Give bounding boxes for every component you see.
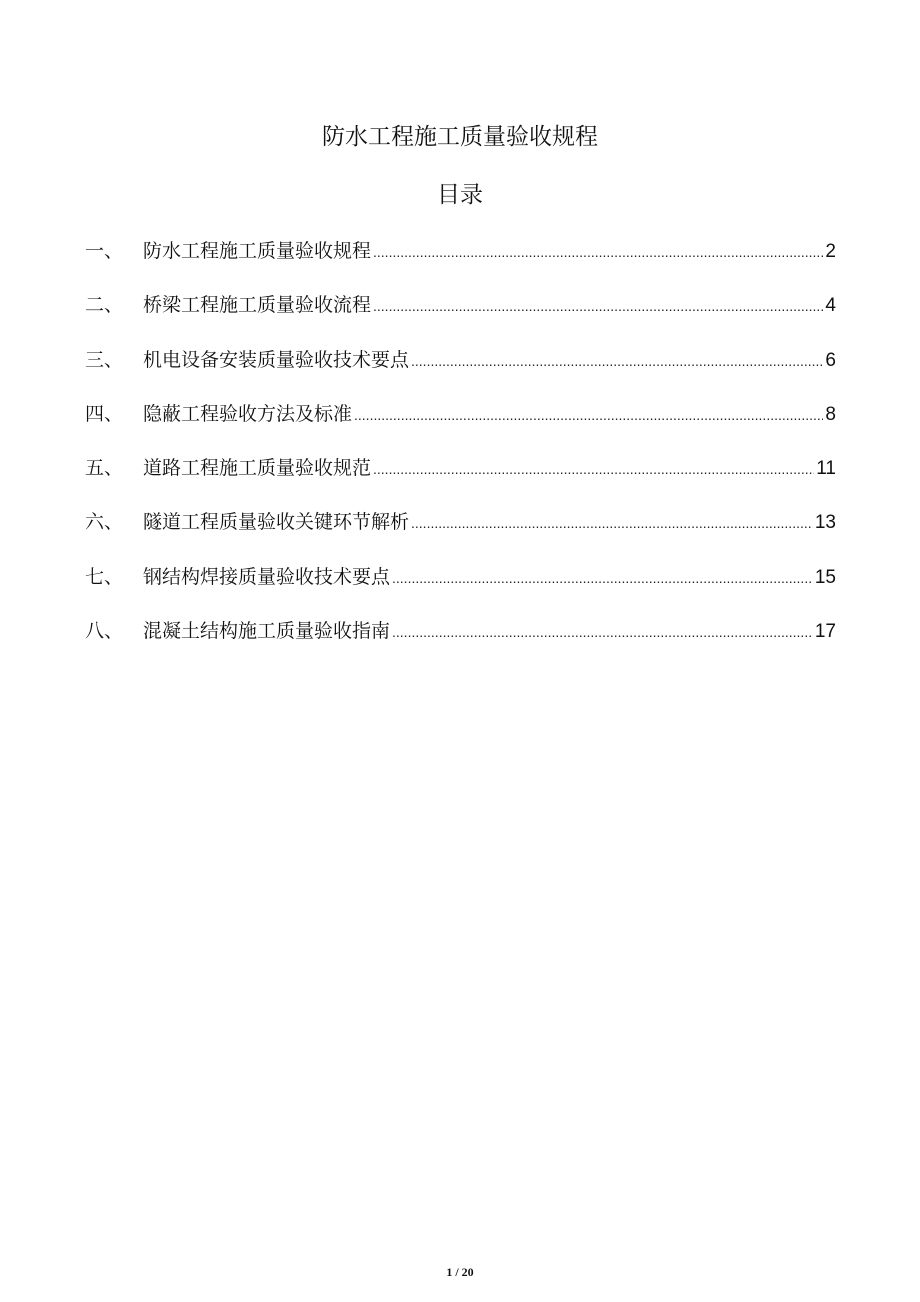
toc-entry-number: 八、 [85, 620, 124, 643]
document-title: 防水工程施工质量验收规程 [322, 124, 598, 150]
toc-entry-page: 17 [814, 621, 836, 643]
toc-dot-leader [392, 561, 813, 595]
toc-entry-page: 4 [825, 295, 836, 317]
toc-entry-number: 一、 [85, 240, 124, 262]
toc-heading: 目录 [437, 182, 483, 208]
toc-entry-title: 隧道工程质量验收关键环节解析 [143, 511, 410, 534]
toc-dot-leader [373, 452, 814, 486]
table-of-contents [85, 234, 836, 668]
toc-entry-number: 五、 [85, 457, 124, 480]
toc-entry-5[interactable] [85, 451, 836, 505]
toc-entry-4[interactable] [85, 397, 836, 451]
toc-entry-page: 6 [825, 349, 836, 371]
toc-entry-number: 三、 [85, 348, 124, 371]
toc-entry-8[interactable] [85, 614, 836, 668]
toc-entry-6[interactable] [85, 505, 836, 559]
toc-entry-7[interactable] [85, 560, 836, 614]
toc-dot-leader [354, 398, 823, 432]
toc-entry-number: 七、 [85, 565, 124, 588]
toc-entry-title: 钢结构焊接质量验收技术要点 [143, 565, 391, 588]
toc-entry-number: 六、 [85, 511, 124, 534]
toc-entry-page: 2 [825, 241, 836, 262]
toc-dot-leader [411, 344, 823, 378]
toc-entry-3[interactable] [85, 343, 836, 397]
toc-entry-number: 四、 [85, 402, 124, 425]
toc-entry-title: 混凝土结构施工质量验收指南 [143, 620, 391, 643]
toc-entry-title: 防水工程施工质量验收规程 [143, 240, 372, 262]
toc-entry-title: 桥梁工程施工质量验收流程 [143, 294, 372, 317]
toc-entry-title: 隐蔽工程验收方法及标准 [143, 402, 353, 425]
toc-entry-number: 二、 [85, 294, 124, 317]
toc-dot-leader [373, 235, 823, 269]
toc-entry-page: 13 [814, 512, 836, 534]
toc-entry-page: 8 [825, 403, 836, 425]
toc-entry-page: 11 [816, 458, 836, 480]
toc-entry-title: 机电设备安装质量验收技术要点 [143, 348, 410, 371]
page-number-footer: 1 / 20 [446, 1265, 474, 1279]
toc-dot-leader [392, 615, 813, 649]
toc-entry-2[interactable] [85, 288, 836, 342]
toc-entry-page: 15 [814, 566, 836, 588]
toc-dot-leader [411, 506, 813, 540]
toc-entry-1[interactable] [85, 234, 836, 288]
toc-dot-leader [373, 289, 823, 323]
toc-entry-title: 道路工程施工质量验收规范 [143, 457, 372, 480]
